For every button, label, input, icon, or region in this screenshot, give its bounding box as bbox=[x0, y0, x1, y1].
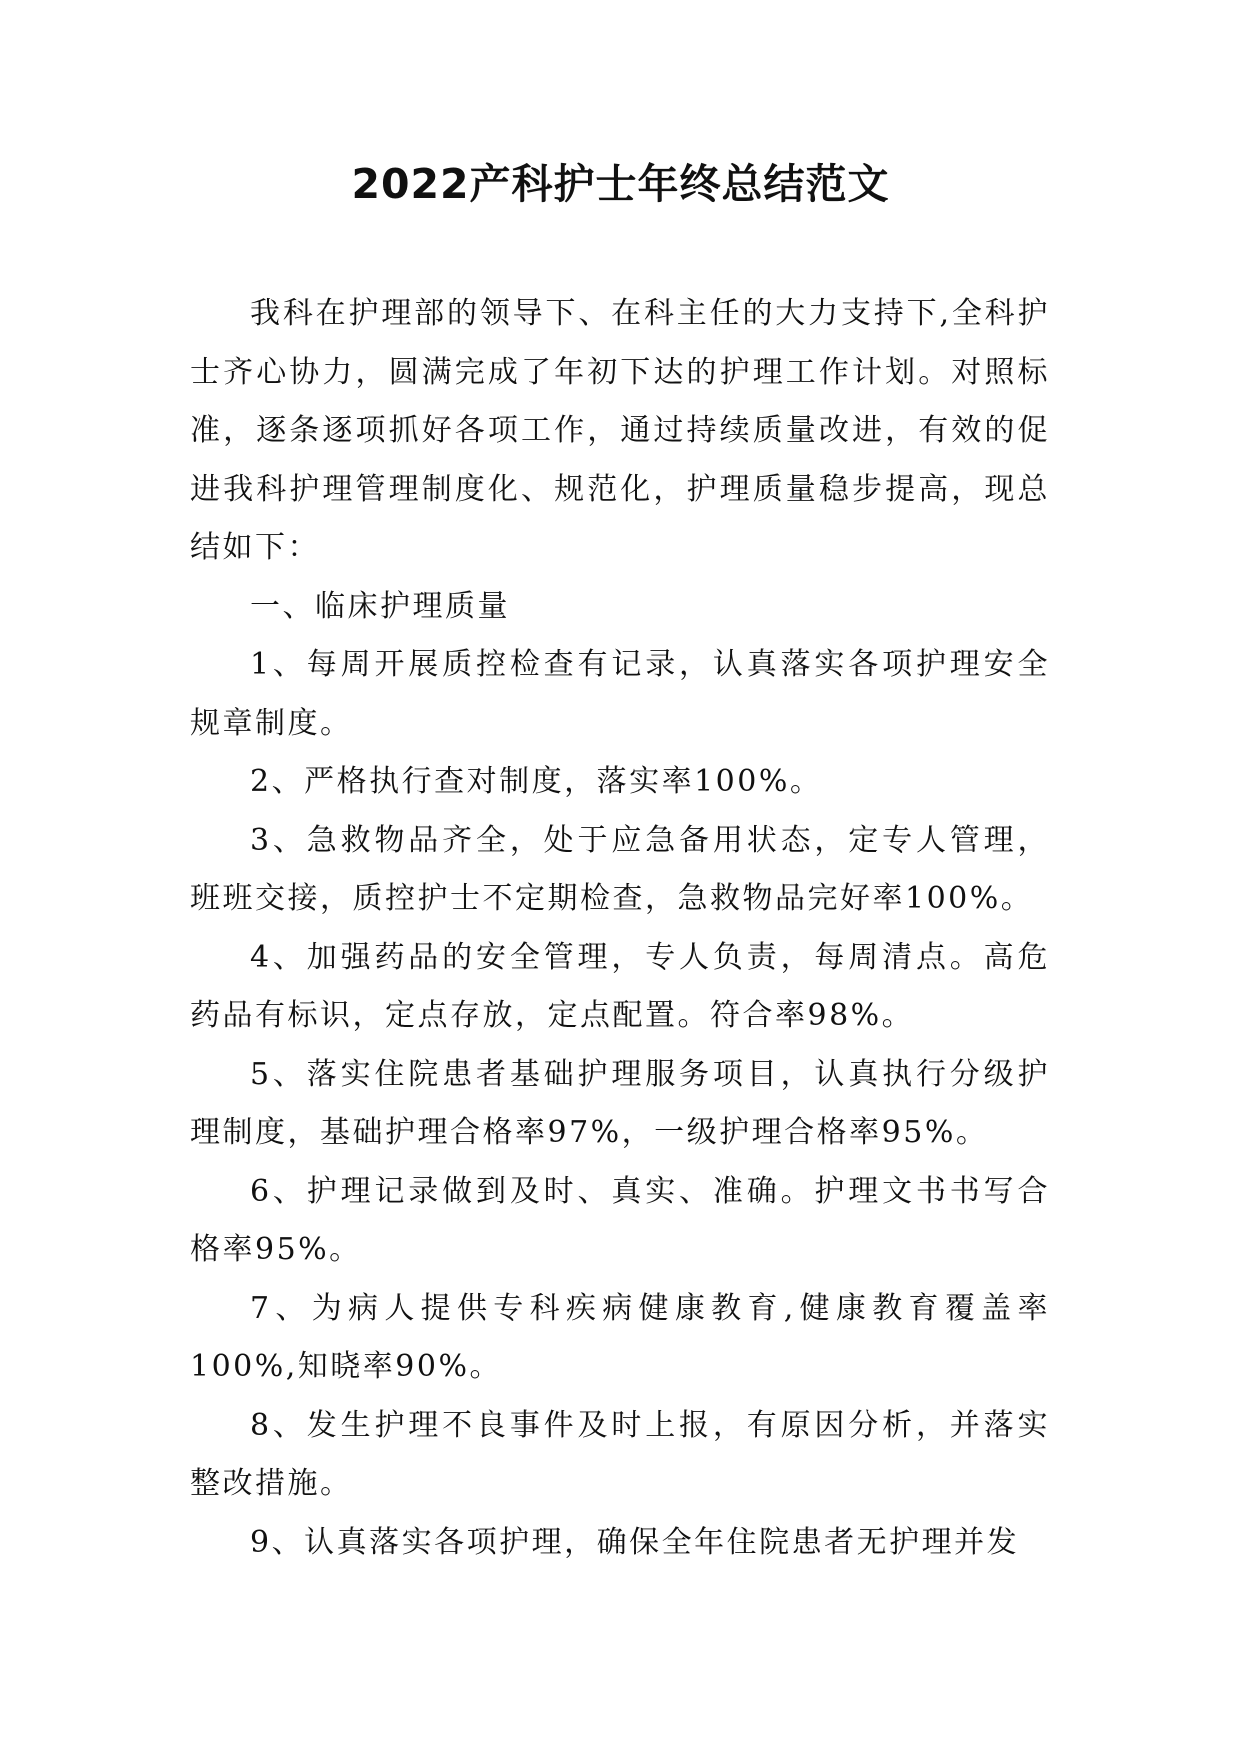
list-item: 1、每周开展质控检查有记录，认真落实各项护理安全规章制度。 bbox=[190, 647, 1050, 741]
list-item: 9、认真落实各项护理，确保全年住院患者无护理并发 bbox=[250, 1524, 1020, 1560]
list-item: 2、严格执行查对制度，落实率100%。 bbox=[250, 764, 823, 799]
document-title: 2022产科护士年终总结范文 bbox=[351, 160, 890, 208]
list-item: 8、发生护理不良事件及时上报，有原因分析，并落实整改措施。 bbox=[190, 1407, 1050, 1501]
list-item: 3、急救物品齐全，处于应急备用状态，定专人管理，班班交接，质控护士不定期检查，急救物品完好率100%。 bbox=[190, 822, 1050, 916]
list-item: 7、为病人提供专科疾病健康教育,健康教育覆盖率100%,知晓率90%。 bbox=[190, 1290, 1050, 1384]
list-item: 6、护理记录做到及时、真实、准确。护理文书书写合格率95%。 bbox=[190, 1173, 1050, 1267]
document-body bbox=[190, 285, 1050, 1572]
paragraph-intro: 我科在护理部的领导下、在科主任的大力支持下,全科护士齐心协力，圆满完成了年初下达的护理工作计划。对照标准，逐条逐项抓好各项工作，通过持续质量改进，有效的促进我科护理管理制度化、规范化，护理质量稳步提高，现总结如下： bbox=[190, 296, 1050, 565]
list-item: 4、加强药品的安全管理，专人负责，每周清点。高危药品有标识，定点存放，定点配置。符合率98%。 bbox=[190, 939, 1050, 1033]
list-item: 5、落实住院患者基础护理服务项目，认真执行分级护理制度，基础护理合格率97%，一级护理合格率95%。 bbox=[190, 1056, 1050, 1150]
section-heading: 一、临床护理质量 bbox=[250, 588, 510, 624]
